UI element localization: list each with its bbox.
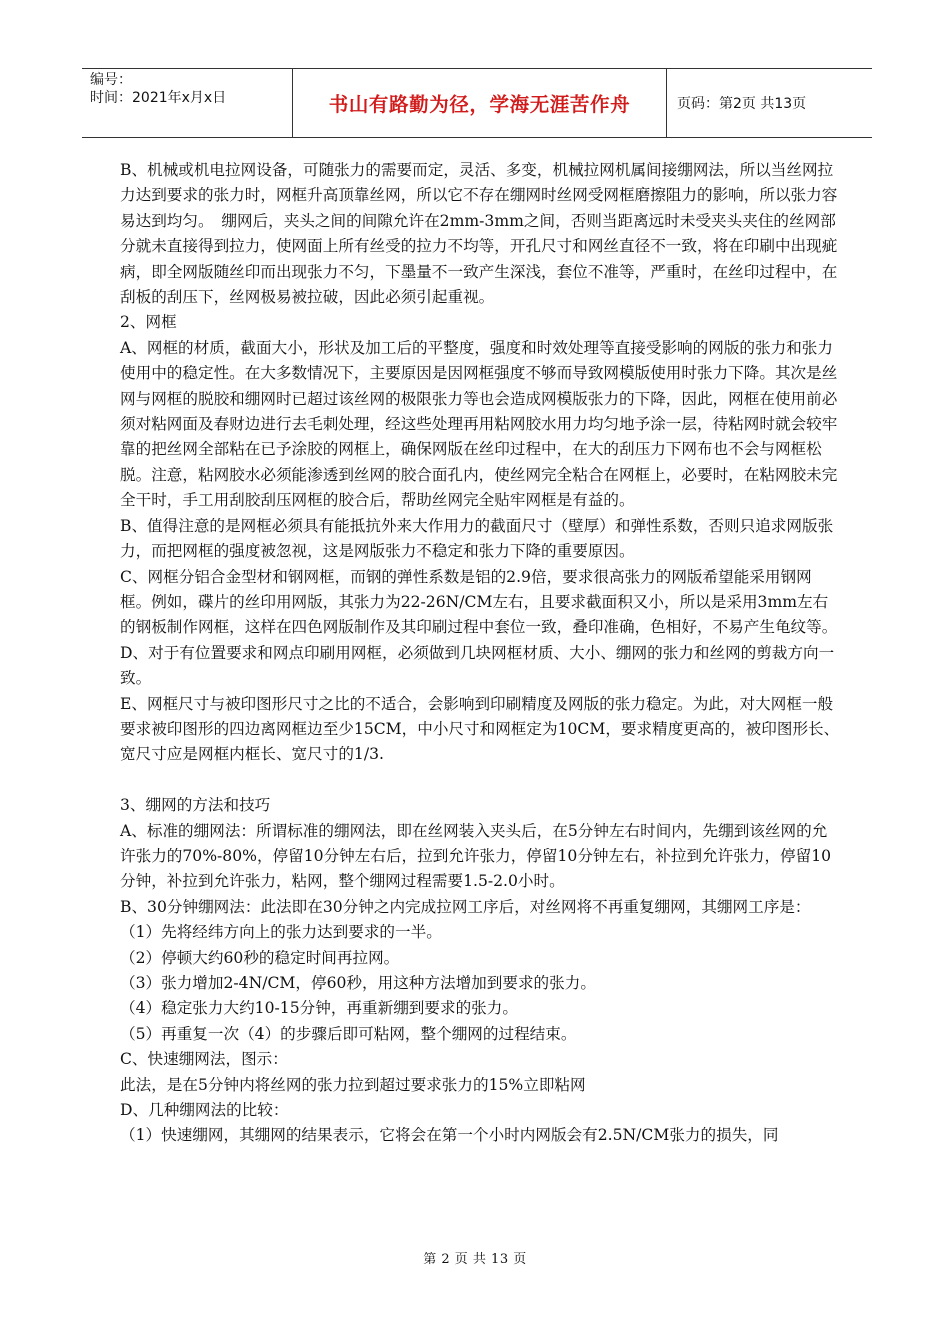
body-paragraph: 2、网框 [120, 313, 177, 332]
body-paragraph: （4）稳定张力大约10-15分钟，再重新绷到要求的张力。 [120, 999, 518, 1018]
body-paragraph: D、几种绷网法的比较： [120, 1101, 289, 1120]
document-body [120, 158, 840, 1149]
body-paragraph: B、30分钟绷网法：此法即在30分钟之内完成拉网工序后，对丝网将不再重复绷网，其绷网工序是： [120, 897, 811, 916]
body-paragraph: （1）快速绷网，其绷网的结果表示，它将会在第一个小时内网版会有2.5N/CM张力的损失，同 [120, 1126, 779, 1145]
header-motto: 书山有路勤为径，学海无涯苦作舟 [293, 69, 667, 137]
body-paragraph: （5）再重复一次（4）的步骤后即可粘网，整个绷网的过程结束。 [120, 1024, 577, 1043]
body-paragraph: B、机械或机电拉网设备，可随张力的需要而定，灵活、多变，机械拉网机属间接绷网法，所以当丝网拉力达到要求的张力时，网框升高顶靠丝网，所以它不存在绷网时丝网受网框磨擦阻力的影响，所以张力容易达到均匀。 绷网后，夹头之间的间隙允许在2mm-3mm之间，否则当距离远时未受夹头夹住的丝网部分就未直接得到拉力，使网面上所有丝受的拉力不均等，开孔尺寸和网丝直径不一致，将在印刷中出现疵病，即全网版随丝印而出现张力不匀，下墨量不一致产生深浅，套位不准等，严重时，在丝印过程中，在刮板的刮压下，丝网极易被拉破，因此必须引起重视。 [120, 161, 838, 307]
document-time-label: 时间：2021年x月x日 [90, 90, 227, 106]
header-page-label: 页码：第2页 共13页 [677, 96, 807, 112]
body-paragraph: C、快速绷网法，图示： [120, 1050, 288, 1069]
blank-line [120, 768, 840, 793]
body-paragraph: C、网框分铝合金型材和钢网框，而钢的弹性系数是铝的2.9倍，要求很高张力的网版希望能采用钢网框。例如，碟片的丝印用网版，其张力为22-26N/CM左右，且要求截面积又小，所以是采用3mm左右的钢板制作网框，这样在四色网版制作及其印刷过程中套位一致，叠印准确，色相好，不易产生龟纹等。 [120, 567, 838, 637]
body-paragraph: A、标准的绷网法：所谓标准的绷网法，即在丝网装入夹头后，在5分钟左右时间内，先绷到该丝网的允许张力的70%-80%，停留10分钟左右后，拉到允许张力，停留10分钟左右，补拉到允许张力，停留10分钟，补拉到允许张力，粘网，整个绷网过程需要1.5-2.0小时。 [120, 821, 832, 891]
body-paragraph: 此法，是在5分钟内将丝网的张力拉到超过要求张力的15%立即粘网 [120, 1075, 586, 1094]
body-paragraph: A、网框的材质，截面大小，形状及加工后的平整度，强度和时效处理等直接受影响的网版的张力和张力使用中的稳定性。在大多数情况下，主要原因是因网框强度不够而导致网模版使用时张力下降。其次是丝网与网框的脱胶和绷网时已超过该丝网的极限张力等也会造成网模版张力的下降，因此，网框在使用前必须对粘网面及春财边进行去毛刺处理，经这些处理再用粘网胶水用力均匀地予涂一层，待粘网时就会较牢靠的把丝网全部粘在已予涂胶的网框上，确保网版在丝印过程中，在大的刮压力下网布也不会与网框松脱。注意，粘网胶水必须能渗透到丝网的胶合面孔内，使丝网完全粘合在网框上，必要时，在粘网胶未完全干时，手工用刮胶刮压网框的胶合后，帮助丝网完全贴牢网框是有益的。 [120, 338, 838, 510]
page-footer: 第 2 页 共 13 页 [423, 1252, 527, 1267]
body-paragraph: 3、绷网的方法和技巧 [120, 796, 271, 815]
body-paragraph: （3）张力增加2-4N/CM，停60秒，用这种方法增加到要求的张力。 [120, 973, 596, 992]
body-paragraph: D、对于有位置要求和网点印刷用网框，必须做到几块网框材质、大小、绷网的张力和丝网的剪裁方向一致。 [120, 643, 835, 688]
document-number-label: 编号： [90, 72, 132, 88]
body-paragraph: E、网框尺寸与被印图形尺寸之比的不适合，会影响到印刷精度及网版的张力稳定。为此，对大网框一般要求被印图形的四边离网框边至少15CM，中小尺寸和网框定为10CM，要求精度更高的，被印图形长、宽尺寸应是网框内框长、宽尺寸的1/3. [120, 694, 840, 764]
body-paragraph: B、值得注意的是网框必须具有能抵抗外来大作用力的截面尺寸（壁厚）和弹性系数，否则只追求网版张力，而把网框的强度被忽视，这是网版张力不稳定和张力下降的重要原因。 [120, 516, 834, 561]
body-paragraph: （1）先将经纬方向上的张力达到要求的一半。 [120, 923, 442, 942]
header-meta [82, 69, 293, 137]
page-header [82, 68, 872, 138]
body-paragraph: （2）停顿大约60秒的稳定时间再拉网。 [120, 948, 400, 967]
